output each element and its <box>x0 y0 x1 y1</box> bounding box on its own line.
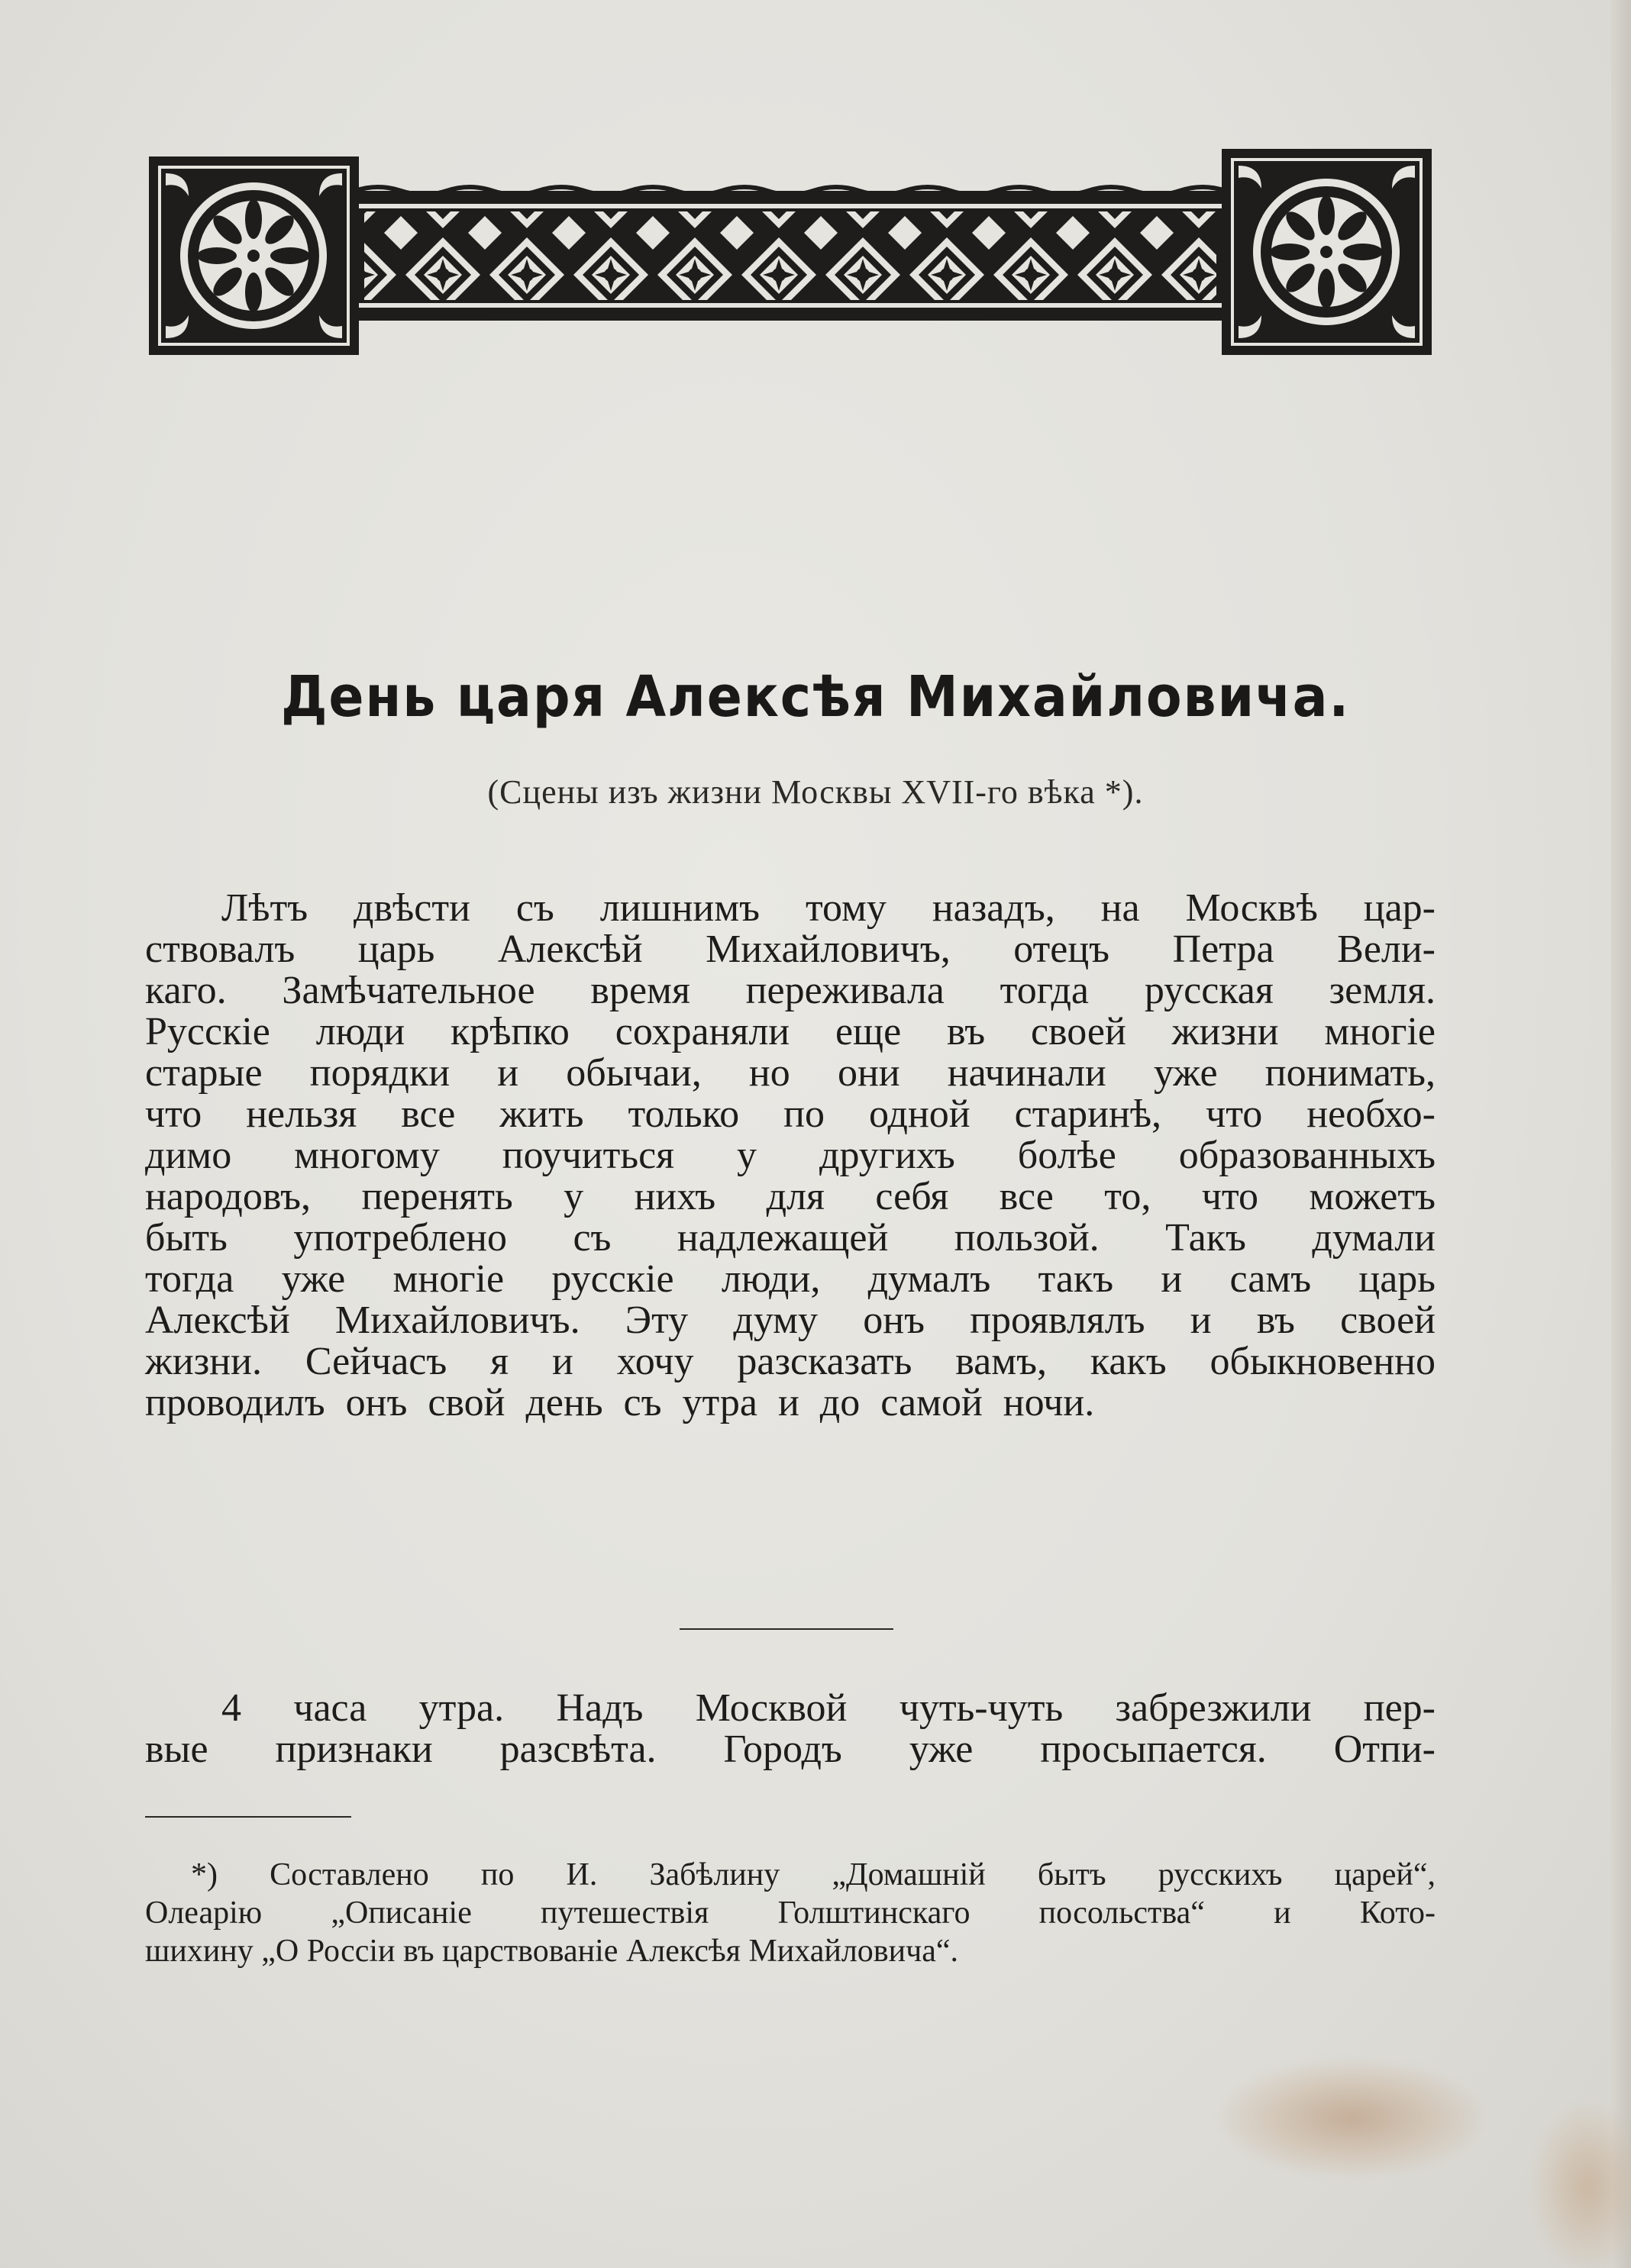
page-title: День царя Алексѣя Михайловича. <box>280 664 1351 730</box>
footnote-divider <box>145 1816 351 1818</box>
paragraph-line: димо многому поучиться у другихъ болѣе образованныхъ <box>145 1134 1436 1177</box>
paragraph-line: старые порядки и обычаи, но они начинали уже понимать, <box>145 1051 1436 1095</box>
paragraph-line: Русскіе люди крѣпко сохраняли еще въ своей жизни многіе <box>145 1010 1436 1053</box>
footnote-line: Олеарію „Описаніе путешествія Голштинскаго посольства“ и Кото- <box>145 1895 1436 1931</box>
paragraph-line: Лѣтъ двѣсти съ лишнимъ тому назадъ, на Москвѣ цар- <box>221 886 1436 930</box>
paper-stain <box>1222 2061 1481 2176</box>
paragraph-line: что нельзя все жить только по одной старинѣ, что необхо- <box>145 1092 1436 1136</box>
paragraph-line: проводилъ онъ свой день съ утра и до самой ночи. <box>145 1381 1095 1424</box>
paragraph-line: каго. Замѣчательное время переживала тогда русская земля. <box>145 969 1436 1012</box>
paragraph-line: вые признаки разсвѣта. Городъ уже просыпается. Отпи- <box>145 1728 1436 1771</box>
paragraph-line: 4 часа утра. Надъ Москвой чуть-чуть забрезжили пер- <box>221 1686 1436 1730</box>
page-subtitle: (Сцены изъ жизни Москвы XVII-го вѣка *). <box>487 773 1144 811</box>
paragraph-line: жизни. Сейчасъ я и хочу разсказать вамъ, какъ обыкновенно <box>145 1340 1436 1383</box>
paper-stain-corner <box>1535 2107 1631 2267</box>
paragraph-line: Алексѣй Михайловичъ. Эту думу онъ проявлялъ и въ своей <box>145 1299 1436 1342</box>
footnote-line: *) Составлено по И. Забѣлину „Домашній бытъ русскихъ царей“, <box>191 1857 1436 1892</box>
section-divider <box>680 1628 893 1630</box>
paragraph-line: ствовалъ царь Алексѣй Михайловичъ, отецъ Петра Вели- <box>145 928 1436 971</box>
page-edge <box>1611 0 1631 2268</box>
paragraph-line: народовъ, перенять у нихъ для себя все то, что можетъ <box>145 1175 1436 1218</box>
ornamental-headpiece-icon <box>149 149 1432 363</box>
paragraph-line: быть употреблено съ надлежащей пользой. Такъ думали <box>145 1216 1436 1260</box>
paragraph-line: тогда уже многіе русскіе люди, думалъ такъ и самъ царь <box>145 1257 1436 1301</box>
footnote-line: шихину „О Россіи въ царствованіе Алексѣя Михайловича“. <box>145 1934 959 1969</box>
